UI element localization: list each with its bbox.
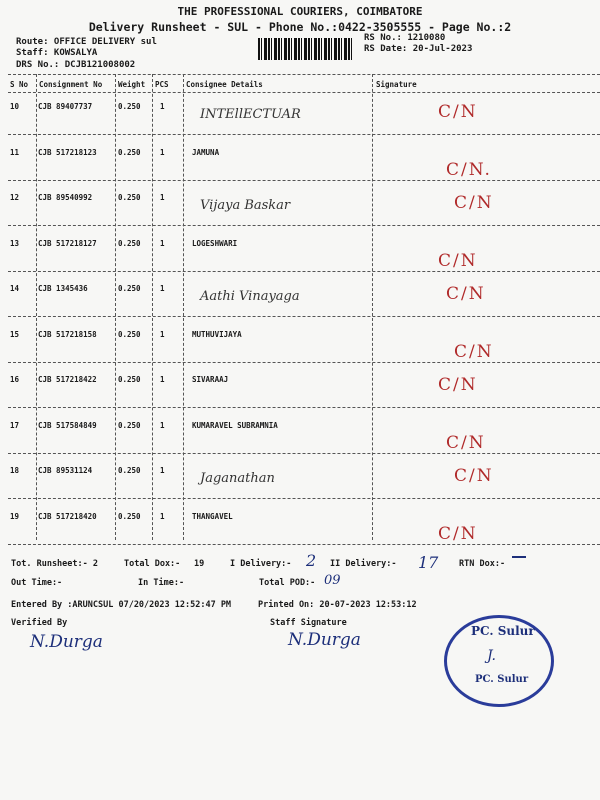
serial-no: 14	[10, 284, 20, 293]
tot-runsheet: Tot. Runsheet:- 2	[11, 559, 98, 569]
pcs: 1	[160, 511, 165, 521]
column-header: Consignee Details	[186, 80, 263, 89]
row-divider	[8, 544, 600, 545]
consignment-no: CJB 517218127	[38, 238, 97, 248]
consignment-no: CJB 517218422	[38, 375, 97, 384]
header-rule	[8, 92, 600, 93]
consignment-no: CJB 89407737	[38, 102, 93, 111]
row-divider	[8, 225, 600, 226]
row-divider	[8, 271, 600, 272]
table-top-rule	[8, 74, 600, 75]
consignee-name: LOGESHWARI	[192, 238, 238, 248]
pcs: 1	[160, 375, 165, 384]
serial-no: 12	[10, 193, 20, 202]
pcs: 1	[160, 147, 165, 157]
weight: 0.250	[118, 102, 141, 111]
consignment-no: CJB 517584849	[38, 420, 97, 430]
i-delivery-value: 2	[306, 551, 317, 570]
i-delivery-label: I Delivery:-	[230, 559, 292, 569]
serial-no: 15	[10, 329, 20, 339]
weight: 0.250	[118, 193, 141, 202]
weight: 0.250	[118, 420, 141, 430]
drs-number: DRS No.: DCJB121008002	[16, 60, 136, 70]
delivery-signature: C/N	[446, 284, 486, 304]
consignee-handwritten: Jaganathan	[200, 471, 275, 486]
row-divider	[8, 180, 600, 181]
pcs: 1	[160, 238, 165, 248]
consignee-name: SIVARAAJ	[192, 375, 229, 384]
consignee-name: MUTHUVIJAYA	[192, 329, 242, 339]
out-time: Out Time:-	[11, 578, 63, 588]
weight: 0.250	[118, 284, 141, 293]
weight: 0.250	[118, 511, 141, 521]
pcs: 1	[160, 329, 165, 339]
rs-date: RS Date: 20-Jul-2023	[364, 44, 473, 54]
runsheet-subtitle: Delivery Runsheet - SUL - Phone No.:0422-3505555 - Page No.:2	[88, 20, 512, 34]
delivery-signature: C/N	[446, 432, 486, 453]
rtn-dox-strike	[512, 556, 526, 558]
total-pod-value: 09	[324, 573, 341, 588]
delivery-signature: C/N	[438, 250, 478, 271]
printed-on: Printed On: 20-07-2023 12:53:12	[258, 600, 417, 610]
delivery-signature: C/N	[438, 523, 478, 544]
delivery-signature: C/N	[438, 102, 478, 122]
delivery-signature: C/N.	[446, 159, 492, 180]
serial-no: 11	[10, 147, 20, 157]
col-divider	[183, 74, 184, 540]
staff-signature-label: Staff Signature	[270, 618, 347, 628]
weight: 0.250	[118, 147, 141, 157]
barcode	[258, 38, 354, 60]
serial-no: 16	[10, 375, 20, 384]
consignee-handwritten: Aathi Vinayaga	[200, 289, 300, 304]
consignment-no: CJB 517218158	[38, 329, 97, 339]
ii-delivery-label: II Delivery:-	[330, 559, 397, 569]
consignee-name: JAMUNA	[192, 147, 220, 157]
pcs: 1	[160, 420, 165, 430]
serial-no: 17	[10, 420, 20, 430]
col-divider	[115, 74, 116, 540]
verified-signature: N.Durga	[30, 632, 103, 652]
total-pod-label: Total POD:-	[259, 578, 316, 588]
ii-delivery-value: 17	[418, 553, 439, 572]
route-label: Route: OFFICE DELIVERY sul	[16, 37, 157, 47]
consignment-no: CJB 517218420	[38, 511, 97, 521]
consignment-no: CJB 89540992	[38, 193, 93, 202]
col-divider	[152, 74, 153, 540]
stamp-initial: J.	[487, 648, 496, 664]
column-header: S No	[10, 80, 29, 89]
column-header: Weight	[118, 80, 146, 89]
verified-by-label: Verified By	[11, 618, 68, 628]
consignee-name: KUMARAVEL SUBRAMNIA	[192, 420, 278, 430]
serial-no: 10	[10, 102, 20, 111]
row-divider	[8, 316, 600, 317]
column-header: Consignment No	[39, 80, 103, 89]
staff-signature: N.Durga	[288, 630, 361, 650]
pcs: 1	[160, 102, 165, 111]
delivery-signature: C/N	[438, 375, 478, 395]
col-divider	[372, 74, 373, 540]
entered-by: Entered By :ARUNCSUL 07/20/2023 12:52:47 PM	[11, 600, 232, 610]
weight: 0.250	[118, 238, 141, 248]
serial-no: 18	[10, 466, 20, 475]
row-divider	[8, 453, 600, 454]
delivery-signature: C/N	[454, 193, 494, 213]
staff-label: Staff: KOWSALYA	[16, 48, 98, 58]
consignment-no: CJB 517218123	[38, 147, 97, 157]
weight: 0.250	[118, 329, 141, 339]
delivery-signature: C/N	[454, 466, 494, 486]
stamp-bottom-text: PC. Sulur	[475, 674, 529, 685]
weight: 0.250	[118, 466, 141, 475]
column-header: PCS	[155, 80, 169, 89]
row-divider	[8, 134, 600, 135]
total-dox-label: Total Dox:-	[124, 559, 181, 569]
row-divider	[8, 362, 600, 363]
pcs: 1	[160, 284, 165, 293]
rs-number: RS No.: 1210080	[364, 33, 446, 43]
col-divider	[36, 74, 37, 540]
consignee-name: THANGAVEL	[192, 511, 233, 521]
column-header: Signature	[376, 80, 417, 89]
consignee-handwritten: INTEllECTUAR	[200, 107, 301, 122]
consignee-handwritten: Vijaya Baskar	[200, 198, 291, 213]
company-title: THE PROFESSIONAL COURIERS, COIMBATORE	[177, 5, 423, 18]
rtn-dox-label: RTN Dox:-	[459, 559, 506, 569]
in-time: In Time:-	[138, 578, 185, 588]
serial-no: 19	[10, 511, 20, 521]
pcs: 1	[160, 466, 165, 475]
pc-sulur-stamp	[444, 615, 554, 707]
row-divider	[8, 407, 600, 408]
total-dox-value: 19	[194, 559, 205, 569]
consignment-no: CJB 89531124	[38, 466, 93, 475]
serial-no: 13	[10, 238, 20, 248]
pcs: 1	[160, 193, 165, 202]
row-divider	[8, 498, 600, 499]
weight: 0.250	[118, 375, 141, 384]
consignment-no: CJB 1345436	[38, 284, 88, 293]
stamp-top-text: PC. Sulur	[471, 624, 535, 638]
delivery-signature: C/N	[454, 341, 494, 362]
